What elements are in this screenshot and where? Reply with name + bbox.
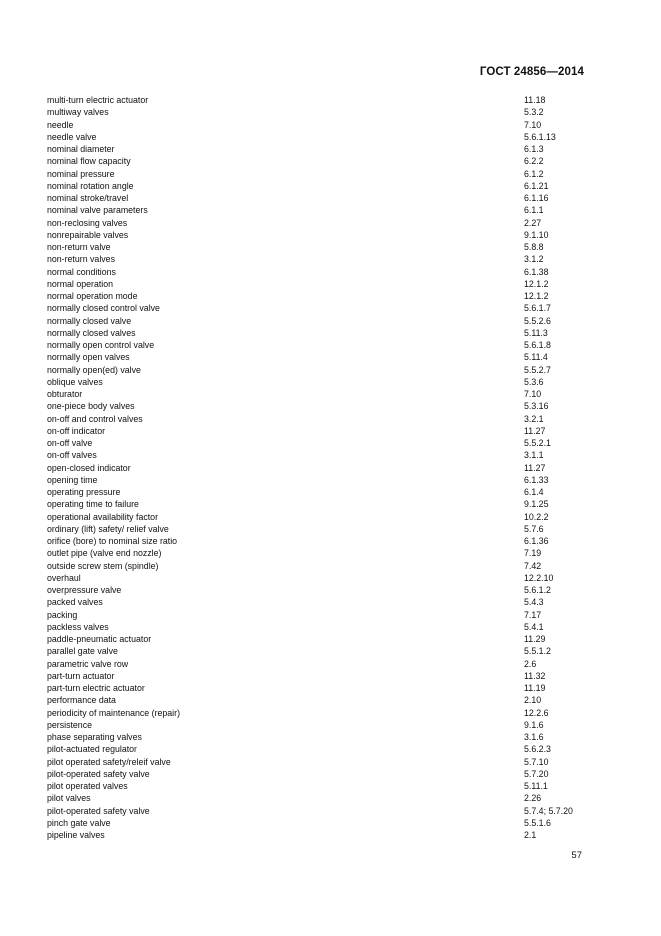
index-reference: 5.4.1 [524,621,544,632]
index-term: outside screw stem (spindle) [47,560,159,571]
index-term: part-turn electric actuator [47,683,145,693]
index-entry [47,302,587,314]
index-reference: 6.1.36 [524,536,549,546]
index-entry [47,756,587,768]
index-entry [47,498,587,510]
index-term: nominal stroke/travel [47,193,129,203]
index-term: packless valves [47,621,109,632]
index-term: on-off and control valves [47,413,143,424]
index-reference: 7.10 [524,389,542,399]
index-reference: 11.27 [524,462,546,473]
index-term: on-off valve [47,438,93,448]
index-reference: 5.6.1.2 [524,585,551,595]
index-term: normally closed valve [47,315,132,326]
index-term: normally open valves [47,352,130,363]
index-term: normally open(ed) valve [47,364,141,375]
index-entry [47,327,587,339]
index-reference: 7.17 [524,609,542,620]
index-reference: 5.6.2.3 [524,744,551,755]
index-entry [47,719,587,731]
index-term: nominal pressure [47,168,115,179]
index-entry [47,143,587,155]
index-term: parallel gate valve [47,646,118,657]
index-entry [47,572,587,584]
index-entry [47,547,587,559]
index-entry [47,694,587,706]
index-reference: 11.19 [524,683,546,693]
index-entry [47,119,587,131]
index-reference: 5.3.2 [524,107,544,118]
index-entry [47,486,587,498]
index-term: normally closed control valve [47,303,160,314]
index-term: needle valve [47,131,97,142]
index-reference: 5.7.6 [524,523,544,534]
index-term: normal operation mode [47,291,138,301]
index-term: on-off indicator [47,425,106,436]
index-entry [47,535,587,547]
index-reference: 12.1.2 [524,278,549,289]
index-reference: 2.27 [524,217,542,228]
index-term: open-closed indicator [47,462,131,473]
index-entry [47,449,587,461]
index-entry [47,351,587,363]
index-reference: 5.5.1.2 [524,646,551,657]
index-entry [47,168,587,180]
index-reference: 5.4.3 [524,597,544,608]
index-reference: 6.1.21 [524,180,549,191]
index-reference: 6.1.4 [524,487,544,497]
index-term: pilot-operated safety valve [47,805,150,816]
index-reference: 6.1.33 [524,474,549,485]
index-reference: 5.3.16 [524,401,549,412]
index-entry [47,609,587,621]
index-reference: 2.1 [524,830,537,840]
index-entry [47,780,587,792]
index-entry [47,192,587,204]
index-entry [47,584,587,596]
index-reference: 7.10 [524,119,542,130]
index-term: nominal flow capacity [47,156,131,167]
index-entry [47,217,587,229]
index-entry [47,596,587,608]
index-entry [47,707,587,719]
index-entry [47,94,587,106]
index-term: paddle-pneumatic actuator [47,634,152,644]
index-reference: 7.19 [524,548,542,559]
index-term: overpressure valve [47,585,122,595]
index-reference: 5.7.10 [524,756,549,767]
index-reference: 6.2.2 [524,156,544,167]
index-reference: 11.18 [524,95,546,105]
index-entry [47,560,587,572]
index-entry [47,266,587,278]
index-reference: 3.1.6 [524,732,544,742]
index-entry [47,474,587,486]
index-entry [47,658,587,670]
index-reference: 9.1.6 [524,719,544,730]
index-entry [47,621,587,633]
index-term: pipeline valves [47,830,105,840]
index-entry [47,792,587,804]
page-number: 57 [571,850,582,861]
index-term: overhaul [47,572,81,583]
index-reference: 3.2.1 [524,413,544,424]
index-term: pilot valves [47,793,91,804]
index-term: nominal valve parameters [47,205,148,216]
index-term: pilot operated valves [47,781,128,791]
index-entry [47,229,587,241]
index-entry [47,805,587,817]
index-term: non-return valve [47,242,111,252]
index-term: persistence [47,719,92,730]
index-entry [47,413,587,425]
index-term: operating pressure [47,487,121,497]
index-term: operating time to failure [47,499,139,510]
index-reference: 12.2.6 [524,707,549,718]
index-entry [47,645,587,657]
index-reference: 6.1.2 [524,168,544,179]
index-term: oblique valves [47,376,103,387]
index-term: pinch gate valve [47,817,111,828]
term-index [47,94,587,841]
index-reference: 6.1.16 [524,193,549,203]
index-reference: 11.27 [524,425,546,436]
index-entry [47,376,587,388]
index-term: nominal rotation angle [47,180,134,191]
index-reference: 5.5.1.6 [524,817,551,828]
index-entry [47,511,587,523]
index-entry [47,437,587,449]
index-reference: 2.10 [524,695,542,706]
index-reference: 5.3.6 [524,376,544,387]
index-term: on-off valves [47,450,97,461]
index-reference: 5.8.8 [524,242,544,252]
index-reference: 7.42 [524,560,542,571]
index-entry [47,523,587,535]
index-term: parametric valve row [47,658,129,669]
index-term: one-piece body valves [47,401,135,412]
index-entry [47,633,587,645]
index-reference: 3.1.1 [524,450,544,461]
index-entry [47,155,587,167]
index-term: obturator [47,389,83,399]
index-reference: 5.6.1.13 [524,131,556,142]
index-term: normally open control valve [47,340,155,350]
index-term: pilot-actuated regulator [47,744,137,755]
index-entry [47,253,587,265]
index-reference: 9.1.25 [524,499,549,510]
index-entry [47,106,587,118]
index-reference: 6.1.1 [524,205,544,216]
index-term: part-turn actuator [47,670,115,681]
index-entry [47,290,587,302]
index-reference: 5.11.4 [524,352,548,363]
index-term: pilot operated safety/releif valve [47,756,171,767]
index-entry [47,768,587,780]
index-term: periodicity of maintenance (repair) [47,707,180,718]
index-reference: 5.6.1.7 [524,303,551,314]
index-entry [47,682,587,694]
index-reference: 9.1.10 [524,229,549,240]
index-term: pilot-operated safety valve [47,768,150,779]
index-term: multi-turn electric actuator [47,95,149,105]
index-term: non-reclosing valves [47,217,128,228]
index-term: performance data [47,695,116,706]
index-term: multiway valves [47,107,109,118]
index-entry [47,425,587,437]
index-entry [47,400,587,412]
index-entry [47,278,587,290]
index-entry [47,241,587,253]
index-reference: 12.1.2 [524,291,549,301]
index-reference: 5.6.1.8 [524,340,551,350]
index-reference: 10.2.2 [524,511,549,522]
index-reference: 5.5.2.7 [524,364,551,375]
index-reference: 5.7.4; 5.7.20 [524,805,573,816]
index-reference: 11.29 [524,634,546,644]
index-term: packing [47,609,78,620]
index-entry [47,731,587,743]
index-term: outlet pipe (valve end nozzle) [47,548,162,559]
index-entry [47,364,587,376]
index-entry [47,315,587,327]
index-reference: 5.11.1 [524,781,548,791]
index-reference: 2.6 [524,658,537,669]
index-reference: 6.1.38 [524,266,549,277]
index-entry [47,670,587,682]
index-entry [47,131,587,143]
index-reference: 5.5.2.6 [524,315,551,326]
index-reference: 3.1.2 [524,254,544,265]
index-reference: 12.2.10 [524,572,554,583]
index-entry [47,204,587,216]
index-term: needle [47,119,74,130]
index-term: nominal diameter [47,144,115,154]
index-entry [47,817,587,829]
index-term: ordinary (lift) safety/ relief valve [47,523,169,534]
index-reference: 5.11.3 [524,327,548,338]
index-term: orifice (bore) to nominal size ratio [47,536,178,546]
index-term: normally closed valves [47,327,136,338]
index-term: normal operation [47,278,114,289]
index-term: phase separating valves [47,732,142,742]
index-reference: 6.1.3 [524,144,544,154]
index-term: nonrepairable valves [47,229,129,240]
index-entry [47,180,587,192]
index-term: opening time [47,474,98,485]
index-reference: 5.7.20 [524,768,549,779]
index-entry [47,743,587,755]
document-header: ГОСТ 24856—2014 [479,66,584,78]
index-term: normal conditions [47,266,116,277]
index-term: non-return valves [47,254,115,265]
index-reference: 5.5.2.1 [524,438,551,448]
index-entry [47,388,587,400]
index-term: packed valves [47,597,103,608]
index-entry [47,829,587,841]
index-reference: 2.26 [524,793,542,804]
index-entry [47,339,587,351]
index-entry [47,462,587,474]
index-reference: 11.32 [524,670,546,681]
index-term: operational availability factor [47,511,159,522]
